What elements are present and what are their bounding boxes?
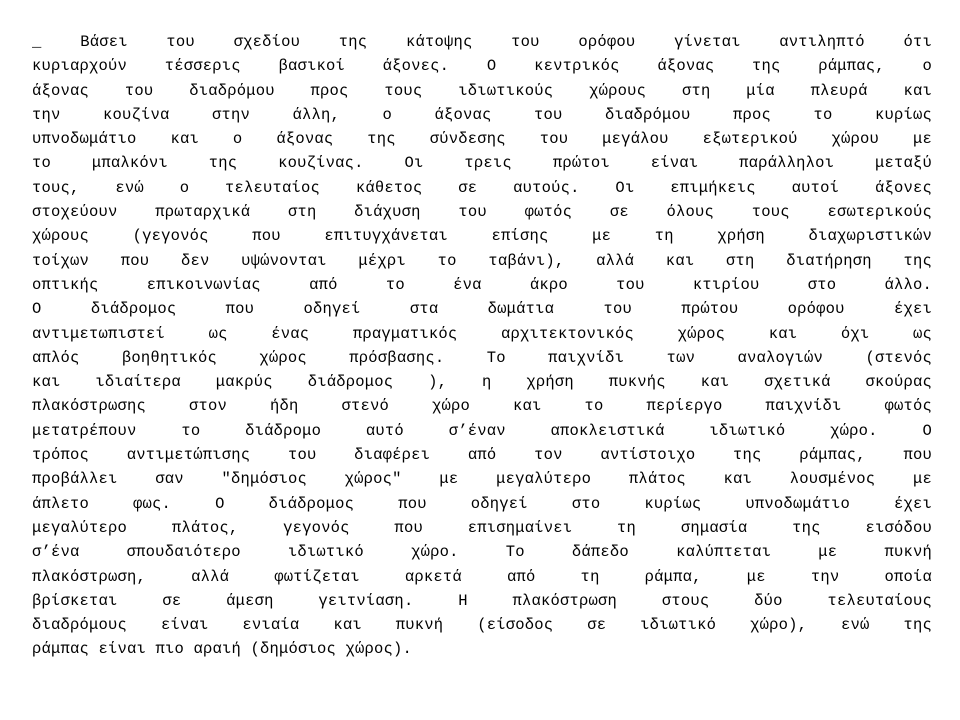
text-line: άξονας του διαδρόμου προς τους ιδιωτικούς χώρους στη μία πλευρά και: [32, 81, 932, 100]
body-text: [32, 30, 932, 662]
text-line: βρίσκεται σε άμεση γειτνίαση. Η πλακόστρωση στους δύο τελευταίους: [32, 591, 932, 610]
text-line: κυριαρχούν τέσσερις βασικοί άξονες. Ο κεντρικός άξονας της ράμπας, ο: [32, 57, 932, 76]
text-line: προβάλλει σαν "δημόσιος χώρος" με μεγαλύτερο πλάτος και λουσμένος με: [32, 470, 932, 489]
text-line: τους, ενώ ο τελευταίος κάθετος σε αυτούς. Οι επιμήκεις αυτοί άξονες: [32, 178, 932, 197]
text-line: το μπαλκόνι της κουζίνας. Οι τρεις πρώτοι είναι παράλληλοι μεταξύ: [32, 154, 932, 173]
text-line: τρόπος αντιμετώπισης του διαφέρει από τον αντίστοιχο της ράμπας, που: [32, 446, 932, 465]
text-line: απλός βοηθητικός χώρος πρόσβασης. Το παιχνίδι των αναλογιών (στενός: [32, 348, 932, 367]
text-line: άπλετο φως. Ο διάδρομος που οδηγεί στο κυρίως υπνοδωμάτιο έχει: [32, 494, 932, 513]
text-line: πλακόστρωσης στον ήδη στενό χώρο και το περίεργο παιχνίδι φωτός: [32, 397, 932, 416]
text-line: υπνοδωμάτιο και ο άξονας της σύνδεσης του μεγάλου εξωτερικού χώρου με: [32, 130, 932, 149]
text-line: την κουζίνα στην άλλη, ο άξονας του διαδρόμου προς το κυρίως: [32, 105, 932, 124]
text-line: _ Βάσει του σχεδίου της κάτοψης του ορόφου γίνεται αντιληπτό ότι: [32, 33, 932, 51]
text-line: χώρους (γεγονός που επιτυγχάνεται επίσης με τη χρήση διαχωριστικών: [32, 227, 932, 246]
text-line: μεγαλύτερο πλάτος, γεγονός που επισημαίνει τη σημασία της εισόδου: [32, 518, 932, 537]
text-line: μετατρέπουν το διάδρομο αυτό σ’έναν αποκλειστικά ιδιωτικό χώρο. Ο: [32, 421, 932, 440]
text-line: σ’ένα σπουδαιότερο ιδιωτικό χώρο. Το δάπεδο καλύπτεται με πυκνή: [32, 543, 932, 562]
text-line: οπτικής επικοινωνίας από το ένα άκρο του κτιρίου στο άλλο.: [32, 275, 932, 294]
text-line: αντιμετωπιστεί ως ένας πραγματικός αρχιτεκτονικός χώρος και όχι ως: [32, 324, 932, 343]
text-line-last: ράμπας είναι πιο αραιή (δημόσιος χώρος).: [32, 640, 413, 659]
text-line: και ιδιαίτερα μακρύς διάδρομος ), η χρήση πυκνής και σχετικά σκούρας: [32, 373, 932, 392]
text-line: διαδρόμους είναι ενιαία και πυκνή (είσοδος σε ιδιωτικό χώρο), ενώ της: [32, 616, 932, 635]
text-line: Ο διάδρομος που οδηγεί στα δωμάτια του πρώτου ορόφου έχει: [32, 300, 932, 319]
text-line: στοχεύουν πρωταρχικά στη διάχυση του φωτός σε όλους τους εσωτερικούς: [32, 203, 932, 222]
text-line: τοίχων που δεν υψώνονται μέχρι το ταβάνι), αλλά και στη διατήρηση της: [32, 251, 932, 270]
text-line: πλακόστρωση, αλλά φωτίζεται αρκετά από τη ράμπα, με την οποία: [32, 567, 932, 586]
